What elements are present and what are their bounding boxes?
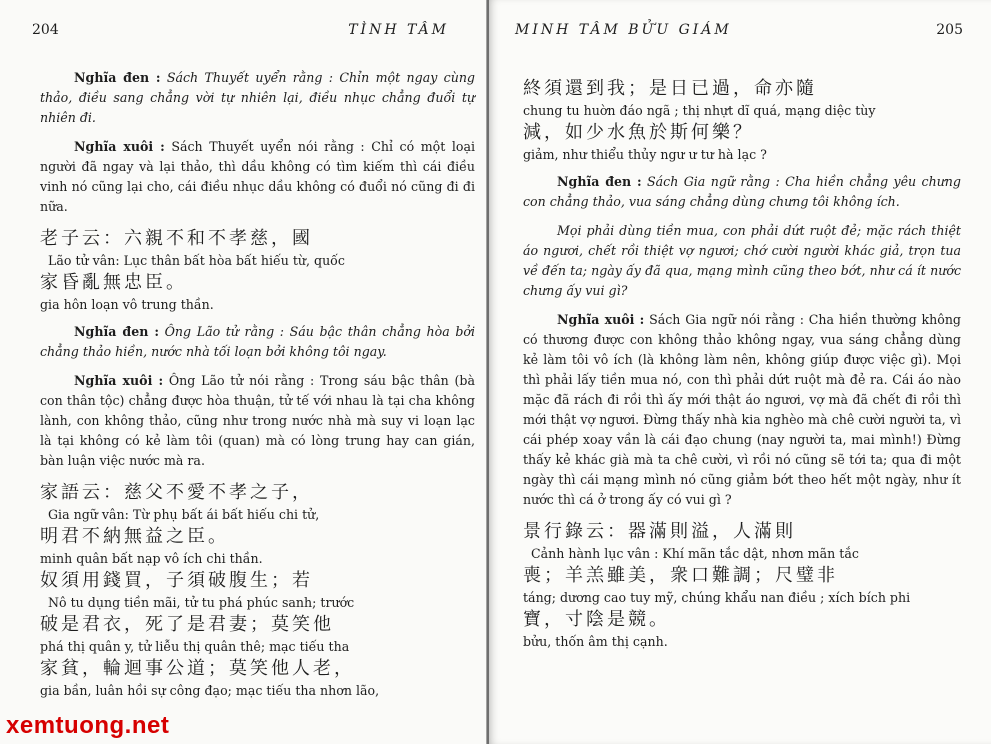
chinese-line: 景行錄云：器滿則溢，人滿則 [523, 521, 796, 542]
chinese-line: 奴須用錢買，子須破腹生；若 [40, 570, 313, 591]
left-page [0, 0, 489, 744]
page-body [489, 72, 991, 659]
chinese-line: 老子云：六親不和不孝慈，國 [40, 228, 313, 249]
running-head: MINH TÂM BỬU GIÁM [515, 22, 732, 38]
chinese-quote-continued [523, 76, 961, 164]
page-number: 205 [936, 22, 963, 38]
reading-line: Nô tu dụng tiền mãi, tử tu phá phúc sanh; trước [48, 595, 355, 610]
literal-meaning-continued: Mọi phải dùng tiền mua, con phải dứt ruột đẻ; mặc rách thiệt áo ngươi, chết rồi thiệt vợ ngươi; chớ cười người khác giả, trọn tua về đến ta; ngày ấy đã qua, mạng mình cũng theo bớt, như cá ít nước chưng ấy vui gì? [523, 223, 961, 298]
reading-line: gia bần, luân hồi sự công đạo; mạc tiếu tha nhơn lão, [40, 683, 380, 698]
chinese-quote-canh-hanh-luc [523, 519, 961, 651]
chinese-quote-laozi [40, 226, 475, 314]
literal-meaning-paragraph: Nghĩa đen : Ông Lão tử rằng : Sáu bậc thân chẳng hòa bởi chẳng thảo hiền, nước nhà tối loạn bởi không tôi ngay. [40, 324, 476, 359]
reading-line: gia hôn loạn vô trung thần. [40, 297, 214, 312]
reading-line: Gia ngữ vân: Từ phụ bất ái bất hiếu chi tử, [48, 507, 320, 522]
right-page [489, 0, 991, 744]
reading-line: táng; dương cao tuy mỹ, chúng khẩu nan điều ; xích bích phi [523, 590, 911, 605]
chinese-line: 家貧，輪迴事公道；莫笑他人老， [40, 658, 355, 679]
reading-line: phá thị quân y, tử liễu thị quân thê; mạc tiếu tha [40, 639, 350, 654]
chinese-line: 家昏亂無忠臣。 [40, 272, 187, 293]
chinese-line: 寶，寸陰是競。 [523, 609, 670, 630]
running-head: TÌNH TÂM [348, 22, 449, 38]
literal-meaning-paragraph: Nghĩa đen : Sách Thuyết uyển rằng : Chỉn một ngay cùng thảo, điều sang chẳng vời tự nhiên lại, điều nhục chẳng đuổi tự nhiên đi. [40, 70, 475, 125]
watermark: xemtuong.net [6, 712, 170, 739]
page-body [0, 68, 489, 708]
free-translation-paragraph: Nghĩa xuôi : Sách Gia ngữ nói rằng : Cha hiền thường không có thương được con không thảo không ngay, vua sáng chẳng dùng kẻ làm tôi vô ích (là không làm nên, không giúp được việc gì). Mọi thì phải lấy tiền mua nó, con thì phải dứt ruột mà đẻ ra. Cái áo nào mặc đã rách đi rồi thì ấy mới thật áo ngươi, vợ mà đã chết đi rồi thì mới thật vợ ngươi. Đừng thấy nhà kia nghèo mà chê cười người ta, vì cái phép xoay vần là cái đạo chung (nay người ta, mai mình!) Đừng thấy kẻ khác già mà ta chê cười, vì rồi nó cũng sẽ tới ta; qua đi một ngày thì cái mạng mình nó cũng giảm bớt theo hết một ngày, như ít nước thì cá ở trong ấy có vui gì ? [523, 312, 961, 507]
reading-line: minh quân bất nạp vô ích chi thần. [40, 551, 263, 566]
literal-meaning-paragraph: Nghĩa đen : Sách Gia ngữ rằng : Cha hiền chẳng yêu chưng con chẳng thảo, vua sáng chẳng dùng chưng tôi không ích. [523, 174, 961, 209]
free-translation-paragraph: Nghĩa xuôi : Ông Lão tử nói rằng : Trong sáu bậc thân (bà con thân tộc) chẳng được hòa thuận, tử tế với nhau là tại cha không lành, con không thảo, cũng như trong nước nhà mà suy vi loạn lạc là tại không có kẻ làm tôi (quan) mà có lòng trung hay can gián, bàn luận việc nước mà ra. [40, 373, 475, 468]
page-number: 204 [32, 22, 59, 38]
reading-line: giảm, như thiểu thủy ngư ư tư hà lạc ? [523, 147, 767, 162]
reading-line: chung tu huờn đáo ngã ; thị nhựt dĩ quá, mạng diệc tùy [523, 103, 876, 118]
chinese-line: 喪；羊羔雖美，衆口難調；尺璧非 [523, 565, 838, 586]
reading-line: Lão tử vân: Lục thân bất hòa bất hiếu từ, quốc [48, 253, 345, 268]
chinese-line: 家語云：慈父不愛不孝之子， [40, 482, 313, 503]
chinese-line: 明君不納無益之臣。 [40, 526, 229, 547]
reading-line: Cảnh hành lục vân : Khí mãn tắc dật, nhơn mãn tắc [531, 546, 859, 561]
chinese-quote-gia-ngu [40, 480, 475, 700]
free-translation-paragraph: Nghĩa xuôi : Sách Thuyết uyển nói rằng : Chỉ có một loại người đã ngay và lại thảo, thì dầu không có tìm kiếm thì cái điều vinh nó cũng lại cho, cái điều nhục dầu không có đuổi nó cũng đi đi nữa. [40, 139, 476, 214]
reading-line: bửu, thốn âm thị cạnh. [523, 634, 668, 649]
chinese-line: 減，如少水魚於斯何樂？ [523, 122, 754, 143]
chinese-line: 破是君衣，死了是君妻；莫笑他 [40, 614, 334, 635]
chinese-line: 終須還到我；是日已過，命亦隨 [523, 78, 817, 99]
